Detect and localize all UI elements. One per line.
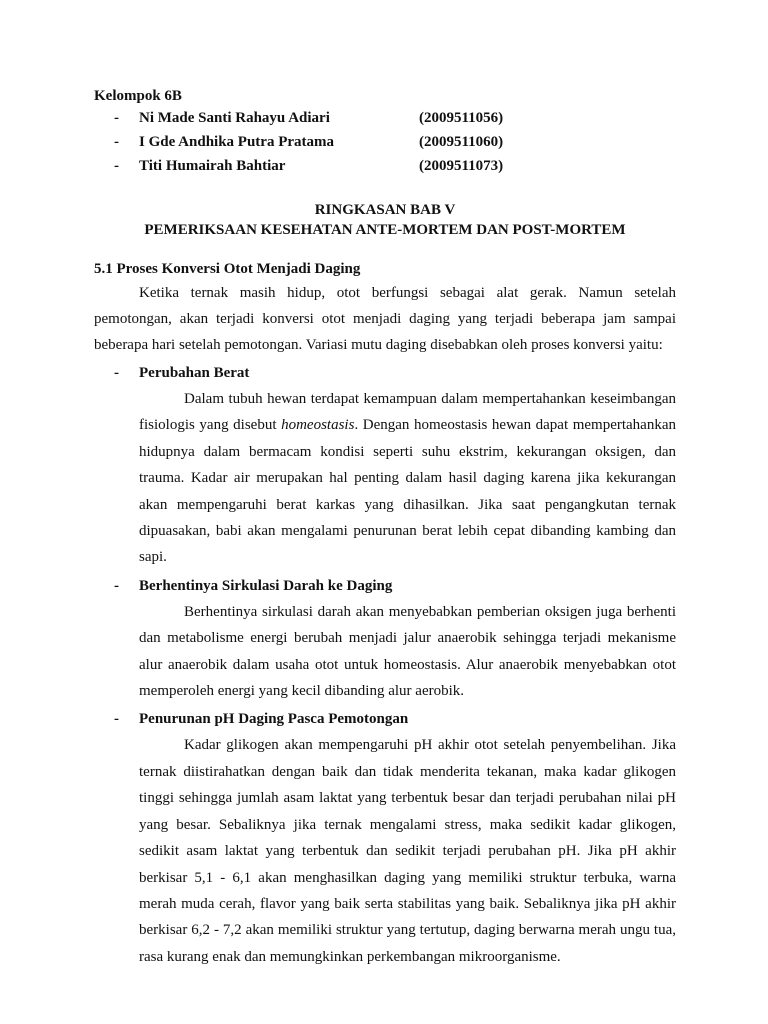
- member-nim: (2009511073): [419, 158, 504, 174]
- subsection-item: [94, 706, 676, 970]
- member-nim: (2009511056): [419, 110, 504, 126]
- text-segment: Dalam tubuh hewan terdapat kemampuan dalam mempertahankan keseimbangan fisiologis yang disebut: [139, 391, 676, 434]
- text-segment: . Dengan homeostasis hewan dapat mempertahankan hidupnya dalam bermacam kondisi seperti suhu ekstrim, kekurangan oksigen, dan trauma. Kadar air merupakan hal penting dalam hasil daging karena jika kekurangan akan mempengaruhi berat karkas yang dihasilkan. Jika saat pengangkutan ternak dipuasakan, babi akan mengalami penurunan berat lebih cepat dibanding kambing dan sapi.: [139, 417, 677, 566]
- heading-line-2: PEMERIKSAAN KESEHATAN ANTE-MORTEM DAN POST-MORTEM: [144, 222, 626, 238]
- member-name: Ni Made Santi Rahayu Adiari: [139, 110, 330, 126]
- subsection-body: [139, 573, 676, 705]
- document-heading: [94, 200, 676, 240]
- member-name: Titi Humairah Bahtiar: [139, 158, 286, 174]
- section-title: 5.1 Proses Konversi Otot Menjadi Daging: [94, 261, 361, 277]
- subsection-text: Kadar glikogen akan mempengaruhi pH akhir otot setelah penyembelihan. Jika ternak diistirahatkan dengan baik dan tidak menderita tekanan, maka kadar glikogen tinggi sehingga jumlah asam laktat yang terbentuk besar dan terjadi perubahan nilai pH yang besar. Sebaliknya jika ternak mengalami stress, maka sedikit kadar glikogen, sedikit asam laktat yang terbentuk dan sedikit terjadi perubahan pH. Jika pH akhir berkisar 5,1 - 6,1 akan menghasilkan daging yang memiliki struktur terbuka, warna merah muda cerah, flavor yang baik serta stabilitas yang baik. Sebaliknya jika pH akhir berkisar 6,2 - 7,2 akan memiliki struktur yang tertutup, daging berwarna merah ungu tua, rasa kurang enak dan memungkinkan perkembangan mikroorganisme.: [139, 737, 676, 965]
- member-dash: -: [114, 134, 119, 150]
- italic-term: homeostasis: [281, 417, 355, 434]
- section-intro: Ketika ternak masih hidup, otot berfungsi sebagai alat gerak. Namun setelah pemotongan, akan terjadi konversi otot menjadi daging yang terjadi beberapa jam sampai beberapa hari setelah pemotongan. Variasi mutu daging disebabkan oleh proses konversi yaitu:: [94, 285, 676, 353]
- member-row: [94, 154, 676, 178]
- member-dash: -: [114, 158, 119, 174]
- subsection-text: Berhentinya sirkulasi darah akan menyebabkan pemberian oksigen juga berhenti dan metabolisme energi berubah menjadi jalur anaerobik sehingga terjadi mekanisme alur anaerobik dalam usaha otot untuk homeostasis. Alur anaerobik menyebabkan otot memperoleh energi yang kecil dibanding alur aerobik.: [139, 603, 676, 700]
- subsection-body: [139, 706, 676, 970]
- member-row: [94, 106, 676, 130]
- subsection-text: [139, 386, 676, 571]
- subsection-dash: -: [114, 365, 119, 381]
- subsection-dash: -: [114, 577, 119, 594]
- member-nim: (2009511060): [419, 134, 504, 150]
- member-name: I Gde Andhika Putra Pratama: [139, 134, 335, 150]
- heading-line-1: RINGKASAN BAB V: [314, 202, 456, 218]
- subsection-dash: -: [114, 711, 119, 728]
- subsection-title: Perubahan Berat: [139, 365, 250, 381]
- subsection-title: Berhentinya Sirkulasi Darah ke Daging: [139, 577, 393, 594]
- member-dash: -: [114, 110, 119, 126]
- subsection-item: [94, 360, 676, 571]
- document-page: [94, 86, 676, 970]
- subsection-body: [139, 360, 676, 571]
- member-row: [94, 130, 676, 154]
- subsection-item: [94, 573, 676, 705]
- subsection-title: Penurunan pH Daging Pasca Pemotongan: [139, 711, 409, 728]
- group-title: Kelompok 6B: [94, 88, 182, 104]
